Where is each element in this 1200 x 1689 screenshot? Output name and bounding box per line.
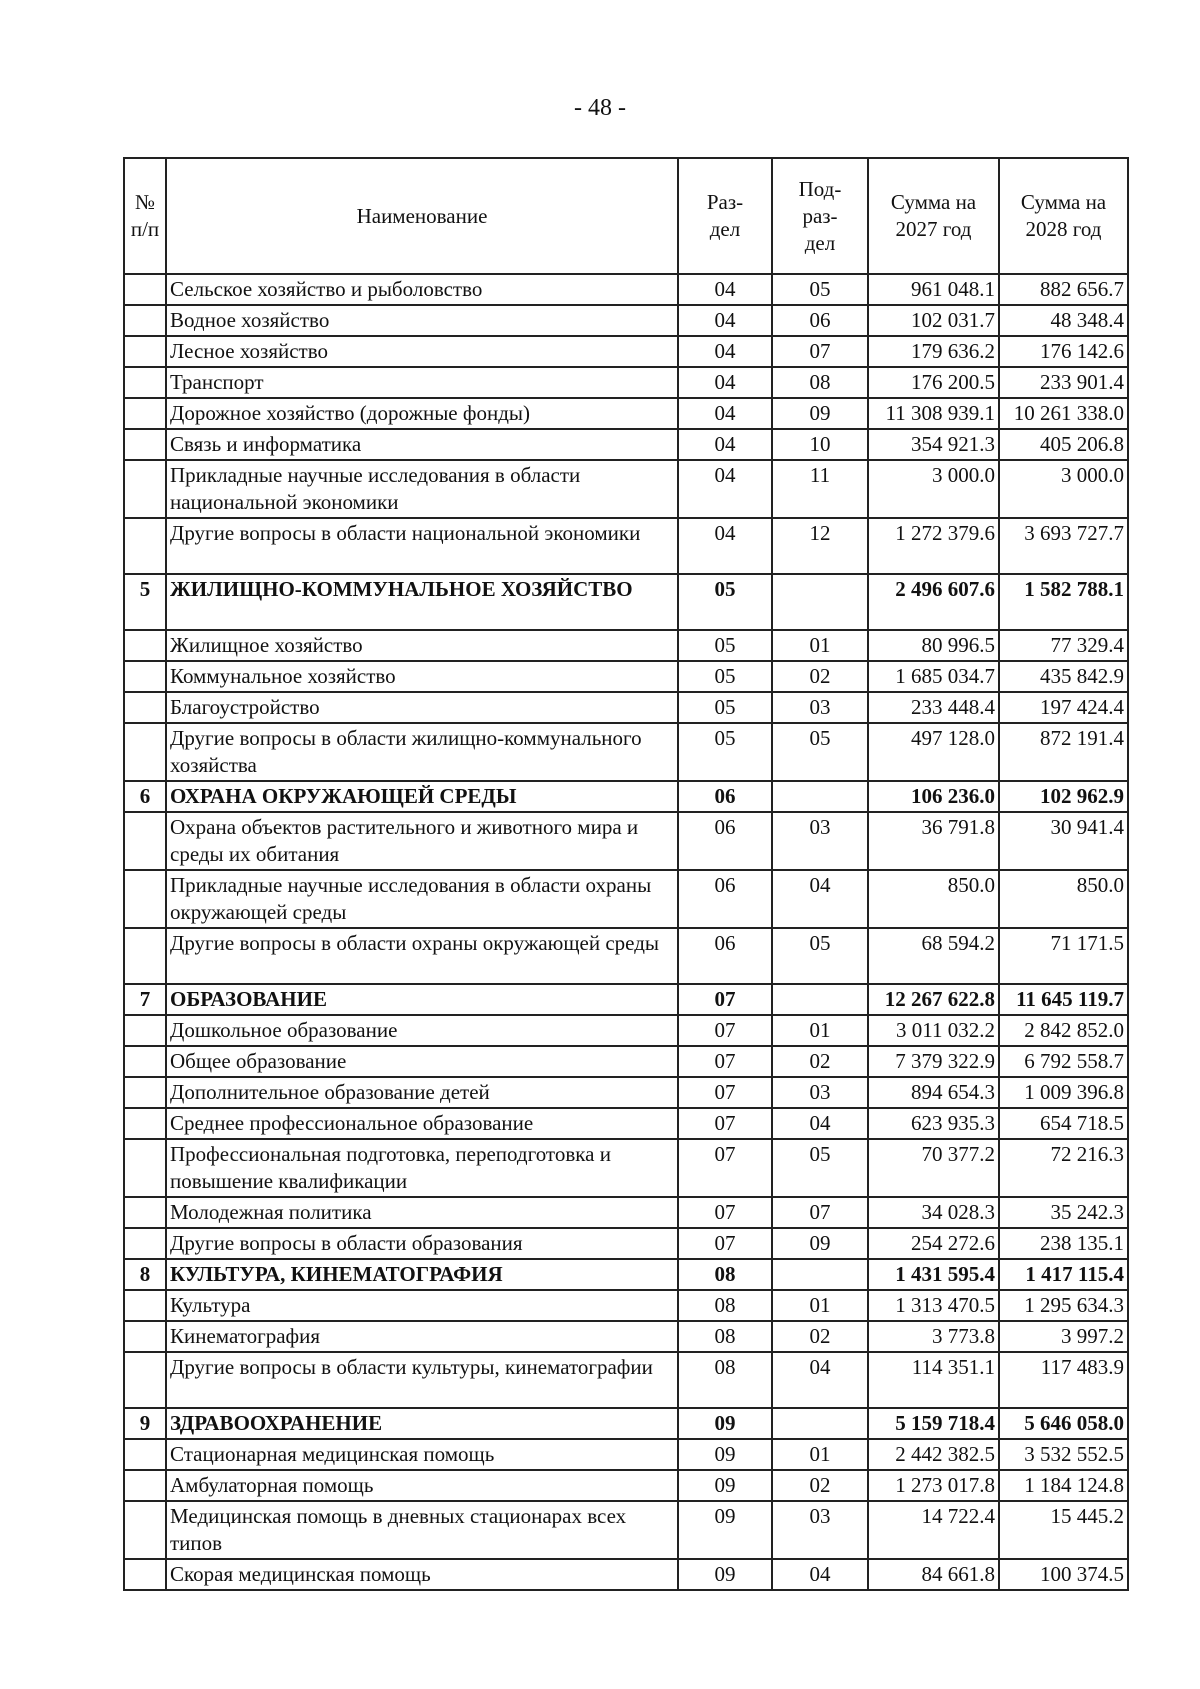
row-subsection-code: 09 [772,1228,868,1259]
row-section-code: 06 [678,781,772,812]
row-section-code: 07 [678,1197,772,1228]
row-name: Лесное хозяйство [166,336,678,367]
row-number [124,429,166,460]
table-row [124,1197,1128,1228]
row-section-code: 08 [678,1352,772,1408]
row-sum-2028: 872 191.4 [999,723,1128,781]
row-subsection-code: 04 [772,1559,868,1590]
table-row [124,429,1128,460]
row-sum-2027: 80 996.5 [868,630,999,661]
row-number [124,1290,166,1321]
row-sum-2027: 1 685 034.7 [868,661,999,692]
row-number [124,367,166,398]
row-sum-2028: 3 693 727.7 [999,518,1128,574]
row-name: Другие вопросы в области жилищно-коммунального хозяйства [166,723,678,781]
row-name: Стационарная медицинская помощь [166,1439,678,1470]
row-name: Другие вопросы в области культуры, кинематографии [166,1352,678,1408]
row-sum-2027: 623 935.3 [868,1108,999,1139]
row-subsection-code: 01 [772,1290,868,1321]
row-section-code: 04 [678,429,772,460]
row-name: ОБРАЗОВАНИЕ [166,984,678,1015]
table-row [124,812,1128,870]
section-row [124,1408,1128,1439]
row-sum-2028: 3 532 552.5 [999,1439,1128,1470]
row-section-code: 06 [678,812,772,870]
row-subsection-code [772,1259,868,1290]
row-subsection-code: 09 [772,398,868,429]
row-sum-2027: 7 379 322.9 [868,1046,999,1077]
row-section-code: 04 [678,460,772,518]
budget-table [123,157,1129,1591]
row-name: Транспорт [166,367,678,398]
row-sum-2028: 3 000.0 [999,460,1128,518]
row-subsection-code [772,1408,868,1439]
row-name: Профессиональная подготовка, переподготовка и повышение квалификации [166,1139,678,1197]
table-row [124,661,1128,692]
row-section-code: 07 [678,1108,772,1139]
row-section-code: 07 [678,1046,772,1077]
row-number [124,1046,166,1077]
table-header-row [124,158,1128,274]
row-sum-2027: 961 048.1 [868,274,999,305]
row-name: ЖИЛИЩНО-КОММУНАЛЬНОЕ ХОЗЯЙСТВО [166,574,678,630]
row-subsection-code: 07 [772,336,868,367]
table-row [124,305,1128,336]
row-sum-2027: 1 313 470.5 [868,1290,999,1321]
row-name: Коммунальное хозяйство [166,661,678,692]
row-sum-2028: 10 261 338.0 [999,398,1128,429]
row-sum-2027: 5 159 718.4 [868,1408,999,1439]
row-sum-2027: 1 431 595.4 [868,1259,999,1290]
table-row [124,692,1128,723]
row-name: Дошкольное образование [166,1015,678,1046]
table-row [124,518,1128,574]
row-section-code: 06 [678,928,772,984]
row-number: 9 [124,1408,166,1439]
table-row [124,630,1128,661]
row-name: Другие вопросы в области образования [166,1228,678,1259]
row-number [124,274,166,305]
row-sum-2027: 233 448.4 [868,692,999,723]
row-sum-2028: 71 171.5 [999,928,1128,984]
row-name: Прикладные научные исследования в области охраны окружающей среды [166,870,678,928]
row-section-code: 09 [678,1470,772,1501]
row-subsection-code: 04 [772,1352,868,1408]
row-subsection-code: 05 [772,723,868,781]
row-sum-2027: 497 128.0 [868,723,999,781]
row-number [124,1015,166,1046]
row-subsection-code: 02 [772,1046,868,1077]
row-number [124,1501,166,1559]
row-sum-2028: 100 374.5 [999,1559,1128,1590]
row-subsection-code: 06 [772,305,868,336]
row-name: Другие вопросы в области национальной экономики [166,518,678,574]
row-section-code: 07 [678,1015,772,1046]
table-row [124,1439,1128,1470]
table-row [124,274,1128,305]
row-name: Сельское хозяйство и рыболовство [166,274,678,305]
row-sum-2027: 2 496 607.6 [868,574,999,630]
row-name: Скорая медицинская помощь [166,1559,678,1590]
row-sum-2028: 1 295 634.3 [999,1290,1128,1321]
row-section-code: 09 [678,1408,772,1439]
row-sum-2027: 84 661.8 [868,1559,999,1590]
row-subsection-code: 02 [772,1470,868,1501]
row-sum-2028: 654 718.5 [999,1108,1128,1139]
row-sum-2028: 3 997.2 [999,1321,1128,1352]
table-body [124,274,1128,1590]
row-sum-2027: 102 031.7 [868,305,999,336]
row-sum-2028: 77 329.4 [999,630,1128,661]
row-sum-2027: 179 636.2 [868,336,999,367]
row-number [124,692,166,723]
row-name: Среднее профессиональное образование [166,1108,678,1139]
row-name: Дорожное хозяйство (дорожные фонды) [166,398,678,429]
row-sum-2027: 3 000.0 [868,460,999,518]
row-number [124,1228,166,1259]
table-row [124,1501,1128,1559]
row-section-code: 05 [678,574,772,630]
row-number [124,870,166,928]
header-sum-2028: Сумма на 2028 год [999,158,1128,274]
row-section-code: 07 [678,1228,772,1259]
row-subsection-code: 03 [772,1501,868,1559]
row-sum-2028: 11 645 119.7 [999,984,1128,1015]
row-subsection-code: 11 [772,460,868,518]
row-subsection-code [772,574,868,630]
row-name: КУЛЬТУРА, КИНЕМАТОГРАФИЯ [166,1259,678,1290]
row-sum-2027: 114 351.1 [868,1352,999,1408]
row-number [124,661,166,692]
row-subsection-code: 07 [772,1197,868,1228]
row-sum-2028: 882 656.7 [999,274,1128,305]
row-subsection-code: 02 [772,1321,868,1352]
row-number: 6 [124,781,166,812]
row-sum-2028: 1 009 396.8 [999,1077,1128,1108]
row-sum-2028: 1 184 124.8 [999,1470,1128,1501]
row-sum-2027: 354 921.3 [868,429,999,460]
table-row [124,367,1128,398]
row-sum-2028: 1 582 788.1 [999,574,1128,630]
header-num: № п/п [124,158,166,274]
row-number [124,518,166,574]
row-section-code: 04 [678,336,772,367]
row-number [124,1197,166,1228]
row-number [124,1139,166,1197]
header-name: Наименование [166,158,678,274]
row-number: 7 [124,984,166,1015]
row-number [124,723,166,781]
row-sum-2027: 68 594.2 [868,928,999,984]
row-subsection-code: 05 [772,1139,868,1197]
row-section-code: 04 [678,367,772,398]
row-sum-2028: 72 216.3 [999,1139,1128,1197]
row-sum-2027: 850.0 [868,870,999,928]
row-sum-2028: 35 242.3 [999,1197,1128,1228]
table-row [124,723,1128,781]
row-sum-2027: 1 273 017.8 [868,1470,999,1501]
row-name: Кинематография [166,1321,678,1352]
row-section-code: 05 [678,723,772,781]
table-row [124,336,1128,367]
row-number [124,305,166,336]
section-row [124,781,1128,812]
row-name: Культура [166,1290,678,1321]
header-subsection: Под- раз- дел [772,158,868,274]
row-number [124,398,166,429]
row-number [124,1352,166,1408]
row-number [124,928,166,984]
row-number [124,460,166,518]
row-sum-2028: 102 962.9 [999,781,1128,812]
table-row [124,1321,1128,1352]
row-subsection-code: 02 [772,661,868,692]
row-number [124,1321,166,1352]
row-number: 8 [124,1259,166,1290]
row-subsection-code [772,984,868,1015]
row-sum-2027: 3 011 032.2 [868,1015,999,1046]
row-name: Медицинская помощь в дневных стационарах всех типов [166,1501,678,1559]
row-sum-2028: 30 941.4 [999,812,1128,870]
row-section-code: 06 [678,870,772,928]
row-sum-2027: 106 236.0 [868,781,999,812]
row-section-code: 09 [678,1439,772,1470]
row-sum-2028: 2 842 852.0 [999,1015,1128,1046]
row-sum-2027: 14 722.4 [868,1501,999,1559]
row-sum-2027: 70 377.2 [868,1139,999,1197]
row-subsection-code: 01 [772,630,868,661]
row-sum-2028: 435 842.9 [999,661,1128,692]
row-section-code: 07 [678,984,772,1015]
section-row [124,574,1128,630]
row-sum-2028: 6 792 558.7 [999,1046,1128,1077]
row-name: Жилищное хозяйство [166,630,678,661]
table-row [124,1139,1128,1197]
row-name: ЗДРАВООХРАНЕНИЕ [166,1408,678,1439]
row-subsection-code: 08 [772,367,868,398]
row-section-code: 08 [678,1259,772,1290]
table-row [124,1228,1128,1259]
row-sum-2028: 850.0 [999,870,1128,928]
row-sum-2027: 1 272 379.6 [868,518,999,574]
row-name: Связь и информатика [166,429,678,460]
table-row [124,1470,1128,1501]
row-sum-2027: 12 267 622.8 [868,984,999,1015]
row-subsection-code: 03 [772,812,868,870]
table-row [124,870,1128,928]
row-name: ОХРАНА ОКРУЖАЮЩЕЙ СРЕДЫ [166,781,678,812]
row-sum-2028: 5 646 058.0 [999,1408,1128,1439]
row-sum-2027: 176 200.5 [868,367,999,398]
row-section-code: 04 [678,518,772,574]
table-row [124,928,1128,984]
row-subsection-code: 01 [772,1015,868,1046]
row-section-code: 08 [678,1290,772,1321]
row-number [124,630,166,661]
row-name: Молодежная политика [166,1197,678,1228]
row-section-code: 05 [678,630,772,661]
table-row [124,1108,1128,1139]
row-subsection-code: 05 [772,928,868,984]
row-sum-2028: 176 142.6 [999,336,1128,367]
row-section-code: 09 [678,1501,772,1559]
table-row [124,460,1128,518]
table-row [124,398,1128,429]
row-section-code: 04 [678,274,772,305]
row-section-code: 07 [678,1139,772,1197]
row-section-code: 04 [678,398,772,429]
row-name: Общее образование [166,1046,678,1077]
row-sum-2027: 2 442 382.5 [868,1439,999,1470]
table-row [124,1077,1128,1108]
row-section-code: 09 [678,1559,772,1590]
row-subsection-code: 04 [772,870,868,928]
row-sum-2028: 48 348.4 [999,305,1128,336]
row-sum-2028: 117 483.9 [999,1352,1128,1408]
row-number [124,1470,166,1501]
row-sum-2027: 3 773.8 [868,1321,999,1352]
row-sum-2028: 405 206.8 [999,429,1128,460]
row-subsection-code: 01 [772,1439,868,1470]
row-section-code: 05 [678,661,772,692]
row-number [124,812,166,870]
row-number [124,336,166,367]
row-subsection-code: 03 [772,692,868,723]
row-section-code: 04 [678,305,772,336]
header-sum-2027: Сумма на 2027 год [868,158,999,274]
table-row [124,1015,1128,1046]
row-section-code: 05 [678,692,772,723]
row-subsection-code: 03 [772,1077,868,1108]
row-name: Другие вопросы в области охраны окружающей среды [166,928,678,984]
row-sum-2027: 11 308 939.1 [868,398,999,429]
row-sum-2028: 238 135.1 [999,1228,1128,1259]
row-number [124,1439,166,1470]
row-sum-2028: 1 417 115.4 [999,1259,1128,1290]
row-sum-2028: 197 424.4 [999,692,1128,723]
row-subsection-code: 10 [772,429,868,460]
row-sum-2028: 15 445.2 [999,1501,1128,1559]
row-number [124,1077,166,1108]
row-section-code: 07 [678,1077,772,1108]
table-row [124,1352,1128,1408]
row-sum-2027: 36 791.8 [868,812,999,870]
row-name: Прикладные научные исследования в области национальной экономики [166,460,678,518]
row-number [124,1559,166,1590]
table-row [124,1046,1128,1077]
row-name: Амбулаторная помощь [166,1470,678,1501]
row-sum-2027: 894 654.3 [868,1077,999,1108]
section-row [124,1259,1128,1290]
row-sum-2028: 233 901.4 [999,367,1128,398]
table-row [124,1290,1128,1321]
table-row [124,1559,1128,1590]
section-row [124,984,1128,1015]
row-name: Дополнительное образование детей [166,1077,678,1108]
row-name: Благоустройство [166,692,678,723]
row-name: Водное хозяйство [166,305,678,336]
header-section: Раз- дел [678,158,772,274]
row-sum-2027: 34 028.3 [868,1197,999,1228]
row-subsection-code: 05 [772,274,868,305]
row-name: Охрана объектов растительного и животного мира и среды их обитания [166,812,678,870]
row-subsection-code [772,781,868,812]
row-number: 5 [124,574,166,630]
page-number: - 48 - [574,95,626,121]
row-number [124,1108,166,1139]
row-sum-2027: 254 272.6 [868,1228,999,1259]
row-subsection-code: 04 [772,1108,868,1139]
row-subsection-code: 12 [772,518,868,574]
row-section-code: 08 [678,1321,772,1352]
